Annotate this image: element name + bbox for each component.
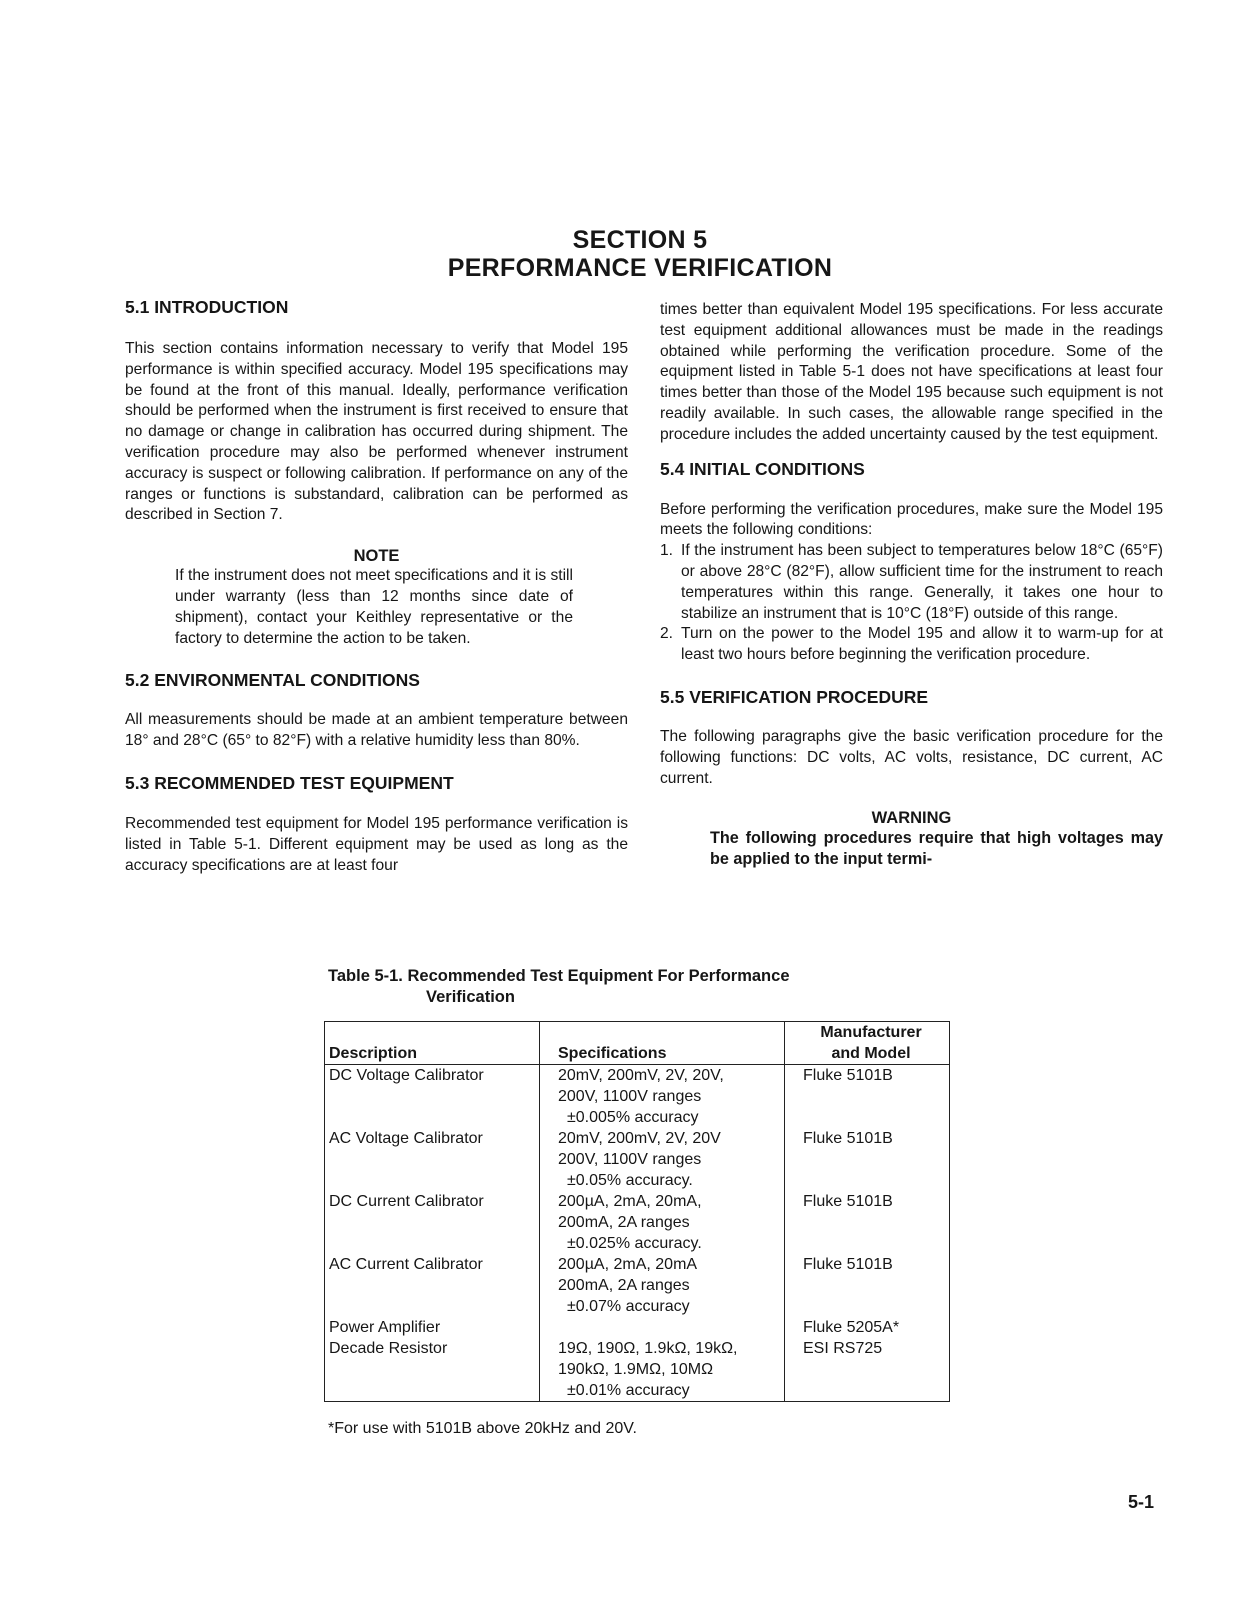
spec-line: ±0.05% accuracy. <box>567 1172 693 1189</box>
cell-manufacturer: Fluke 5101B <box>785 1128 950 1191</box>
cell-manufacturer: Fluke 5101B <box>785 1065 950 1129</box>
cell-description: Power Amplifier <box>325 1317 540 1338</box>
cell-description: AC Voltage Calibrator <box>325 1128 540 1191</box>
cell-specifications <box>540 1065 785 1129</box>
spec-line: ±0.07% accuracy <box>567 1298 690 1315</box>
cell-specifications <box>540 1191 785 1254</box>
cell-manufacturer: Fluke 5205A* <box>785 1317 950 1338</box>
cell-specifications <box>540 1317 785 1338</box>
cell-manufacturer: Fluke 5101B <box>785 1191 950 1254</box>
left-column <box>125 296 628 876</box>
right-column <box>660 300 1163 870</box>
section-number: SECTION 5 <box>572 226 708 254</box>
warning-body: The following procedures require that high voltages may be applied to the input termi- <box>710 829 1163 869</box>
spec-line: 20mV, 200mV, 2V, 20V, <box>558 1067 724 1084</box>
cell-specifications <box>540 1338 785 1402</box>
note-box <box>125 547 628 649</box>
table-row <box>325 1338 950 1402</box>
cell-specifications <box>540 1254 785 1317</box>
spec-line: 20mV, 200mV, 2V, 20V <box>558 1130 721 1147</box>
table-caption <box>328 966 948 1008</box>
initial-conditions-list <box>660 541 1163 666</box>
environmental-paragraph: All measurements should be made at an ambient temperature between 18° and 28°C (65° to 82°F) with a relative humidity less than 80%. <box>125 711 628 750</box>
cell-description: DC Current Calibrator <box>325 1191 540 1254</box>
spec-line: 200µA, 2mA, 20mA <box>558 1256 698 1273</box>
cell-description: Decade Resistor <box>325 1338 540 1402</box>
heading-5-4: 5.4 INITIAL CONDITIONS <box>660 458 865 479</box>
heading-5-5: 5.5 VERIFICATION PROCEDURE <box>660 686 929 707</box>
test-equipment-paragraph-right: times better than equivalent Model 195 specifications. For less accurate test equipment additional allowances must be made in the readings obtained while performing the verification procedure. Some of the equipment listed in Table 5-1 does not have specifications at least four times better than those of the Model 195 because such equipment is not readily available. In such cases, the allowable range specified in the procedure includes the added uncertainty caused by the test equipment. <box>660 301 1163 443</box>
spec-line: 19Ω, 190Ω, 1.9kΩ, 19kΩ, <box>558 1340 738 1357</box>
spec-line: ±0.005% accuracy <box>567 1109 699 1126</box>
page-number: 5-1 <box>1128 1492 1155 1512</box>
verification-paragraph: The following paragraphs give the basic verification procedure for the following functions: DC volts, AC volts, resistance, DC current, AC current. <box>660 727 1163 787</box>
heading-5-1: 5.1 INTRODUCTION <box>125 297 289 317</box>
header-description: Description <box>325 1022 540 1065</box>
spec-line: 200V, 1100V ranges <box>558 1151 702 1168</box>
intro-paragraph: This section contains information necessary to verify that Model 195 performance is within specified accuracy. Model 195 specifications may be found at the front of this manual. Ideally, performance verification should be performed when the instrument is first received to ensure that no damage or change in calibration has occurred during shipment. The verification procedure may also be performed whenever instrument accuracy is suspect or following calibration. If performance on any of the ranges or functions is substandard, calibration can be performed as described in Section 7. <box>125 340 628 524</box>
table-row <box>325 1254 950 1317</box>
table-footnote: *For use with 5101B above 20kHz and 20V. <box>328 1420 637 1437</box>
equipment-table <box>324 1021 950 1402</box>
table-row <box>325 1317 950 1338</box>
cell-description: AC Current Calibrator <box>325 1254 540 1317</box>
spec-line: 200mA, 2A ranges <box>558 1277 690 1294</box>
heading-5-2: 5.2 ENVIRONMENTAL CONDITIONS <box>125 670 420 691</box>
table-caption-line: Table 5-1. Recommended Test Equipment For Performance <box>328 967 790 985</box>
spec-line: 200mA, 2A ranges <box>558 1214 690 1231</box>
initial-conditions-intro: Before performing the verification procedures, make sure the Model 195 meets the following conditions: <box>660 500 1163 539</box>
warning-box <box>660 809 1163 870</box>
spec-line: 190kΩ, 1.9MΩ, 10MΩ <box>558 1361 714 1378</box>
note-body: If the instrument does not meet specifications and it is still under warranty (less than 12 months since date of shipment), contact your Keithley representative or the factory to determine the action to be taken. <box>175 567 573 647</box>
list-item: 1. If the instrument has been subject to temperatures below 18°C (65°F) or above 28°C (82°F), allow sufficient time for the instrument to reach temperatures within this range. Generally, it takes one hour to stabilize an instrument that is 10°C (18°F) outside of this range. <box>660 542 1163 622</box>
section-title: PERFORMANCE VERIFICATION <box>447 254 833 282</box>
table-row <box>325 1191 950 1254</box>
spec-line: 200V, 1100V ranges <box>558 1088 702 1105</box>
table-row <box>325 1128 950 1191</box>
warning-heading: WARNING <box>871 809 952 828</box>
cell-manufacturer: ESI RS725 <box>785 1338 950 1402</box>
spec-line: ±0.025% accuracy. <box>567 1235 702 1252</box>
cell-manufacturer: Fluke 5101B <box>785 1254 950 1317</box>
cell-description: DC Voltage Calibrator <box>325 1065 540 1129</box>
header-specifications: Specifications <box>540 1022 785 1065</box>
heading-5-3: 5.3 RECOMMENDED TEST EQUIPMENT <box>125 772 454 793</box>
cell-specifications <box>540 1128 785 1191</box>
table-header-row <box>325 1022 950 1065</box>
spec-line: 200µA, 2mA, 20mA, <box>558 1193 702 1210</box>
note-heading: NOTE <box>353 547 400 566</box>
spec-line: ±0.01% accuracy <box>567 1382 690 1399</box>
header-manufacturer: Manufacturer and Model <box>785 1022 950 1065</box>
list-item: 2. Turn on the power to the Model 195 and allow it to warm-up for at least two hours before beginning the verification procedure. <box>660 625 1163 664</box>
table-row <box>325 1065 950 1129</box>
table-caption-line: Verification <box>426 988 515 1006</box>
test-equipment-paragraph-left: Recommended test equipment for Model 195 performance verification is listed in Table 5-1. Different equipment may be used as long as the accuracy specifications are at least four <box>125 814 628 874</box>
